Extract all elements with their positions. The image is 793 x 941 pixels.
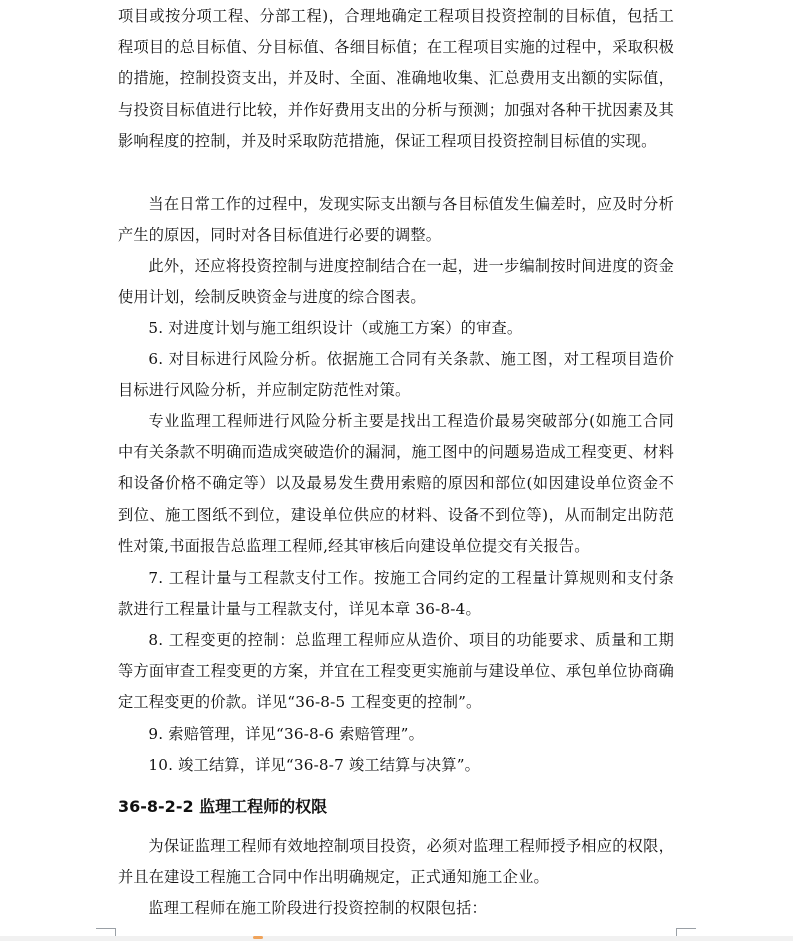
paragraph-investment-target: 项目或按分项工程、分部工程)，合理地确定工程项目投资控制的目标值，包括工程项目的总目标值、分目标值、各细目标值；在工程项目实施的过程中，采取积极的措施，控制投资支出，并及时、全面、准确地收集、汇总费用支出额的实际值，与投资目标值进行比较，并作好费用支出的分析与预测；加强对各种干扰因素及其影响程度的控制，并及时采取防范措施，保证工程项目投资控制目标值的实现。 bbox=[118, 7, 674, 150]
crop-mark-left bbox=[96, 928, 116, 929]
list-item-10: 10. 竣工结算，详见“36-8-7 竣工结算与决算”。 bbox=[148, 756, 481, 774]
paragraph-deviation-analysis: 当在日常工作的过程中，发现实际支出额与各目标值发生偏差时，应及时分析产生的原因，同时对各目标值进行必要的调整。 bbox=[118, 195, 674, 245]
list-item-7: 7. 工程计量与工程款支付工作。按施工合同约定的工程量计算规则和支付条款进行工程量计量与工程款支付，详见本章 36-8-4。 bbox=[118, 569, 674, 619]
paragraph-fund-plan: 此外，还应将投资控制与进度控制结合在一起，进一步编制按时间进度的资金使用计划，绘制反映资金与进度的综合图表。 bbox=[118, 257, 674, 307]
list-item-9: 9. 索赔管理，详见“36-8-6 索赔管理”。 bbox=[148, 725, 425, 743]
paragraph-authority-list-intro: 监理工程师在施工阶段进行投资控制的权限包括： bbox=[148, 899, 487, 917]
page-bottom-edge bbox=[0, 936, 793, 941]
list-item-8: 8. 工程变更的控制：总监理工程师应从造价、项目的功能要求、质量和工期等方面审查工程变更的方案，并宜在工程变更实施前与建设单位、承包单位协商确定工程变更的价款。详见“36-8-5 工程变更的控制”。 bbox=[118, 631, 674, 712]
paragraph-risk-analysis: 专业监理工程师进行风险分析主要是找出工程造价最易突破部分(如施工合同中有关条款不明确而造成突破造价的漏洞，施工图中的问题易造成工程变更、材料和设备价格不确定等）以及最易发生费用索赔的原因和部位(如因建设单位资金不到位、施工图纸不到位，建设单位供应的材料、设备不到位等)，从而制定出防范性对策,书面报告总监理工程师,经其审核后向建设单位提交有关报告。 bbox=[118, 412, 674, 555]
section-heading: 36-8-2-2 监理工程师的权限 bbox=[118, 797, 328, 816]
crop-mark-right-vertical bbox=[676, 928, 677, 936]
crop-mark-left-vertical bbox=[115, 928, 116, 936]
paragraph-authority-basis: 为保证监理工程师有效地控制项目投资，必须对监理工程师授予相应的权限，并且在建设工程施工合同中作出明确规定，正式通知施工企业。 bbox=[118, 837, 674, 887]
crop-mark-right bbox=[676, 928, 696, 929]
list-item-6: 6. 对目标进行风险分析。依据施工合同有关条款、施工图，对工程项目造价目标进行风险分析，并应制定防范性对策。 bbox=[118, 350, 674, 400]
list-item-5: 5. 对进度计划与施工组织设计（或施工方案）的审查。 bbox=[148, 319, 523, 337]
bottom-accent-mark bbox=[253, 936, 263, 939]
